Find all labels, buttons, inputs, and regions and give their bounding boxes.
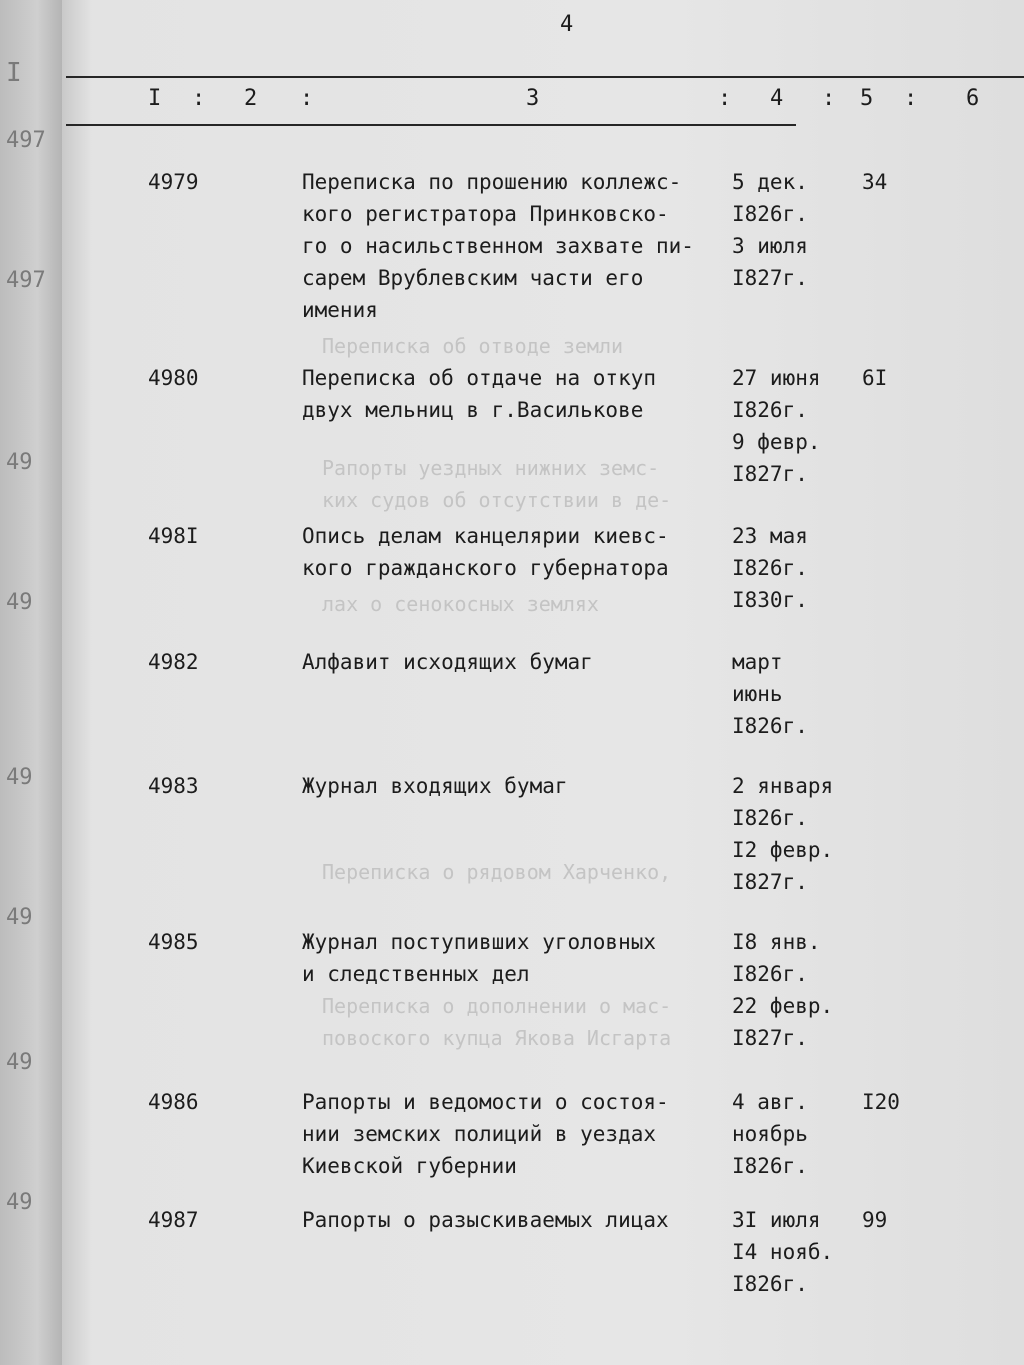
margin-mark: 49 bbox=[6, 450, 33, 475]
date-line: I826г. bbox=[732, 1272, 808, 1296]
page-number: 4 bbox=[560, 12, 574, 37]
title-line: Журнал поступивших уголовных bbox=[302, 930, 657, 954]
date-line: 27 июня bbox=[732, 366, 821, 390]
record-dates bbox=[732, 362, 821, 490]
date-line: I827г. bbox=[732, 1026, 808, 1050]
margin-mark: 49 bbox=[6, 1050, 33, 1075]
record-title bbox=[302, 1204, 669, 1236]
date-line: I826г. bbox=[732, 398, 808, 422]
bleed-through-text: ких судов об отсутствии в де- bbox=[322, 488, 672, 512]
sheet-count: 34 bbox=[862, 170, 888, 194]
date-line: июнь bbox=[732, 682, 783, 706]
record-number: 4986 bbox=[148, 1090, 199, 1114]
title-line: Переписка по прошению коллежс- bbox=[302, 170, 682, 194]
title-line: кого гражданского губернатора bbox=[302, 556, 669, 580]
sheet-count: 6I bbox=[862, 366, 888, 390]
record-title bbox=[302, 770, 568, 802]
record-title bbox=[302, 926, 656, 990]
margin-mark: I bbox=[6, 58, 22, 88]
date-line: I830г. bbox=[732, 588, 808, 612]
record-number: 4982 bbox=[148, 650, 199, 674]
record-dates bbox=[732, 166, 808, 294]
record-number: 4983 bbox=[148, 774, 199, 798]
record-number: 4979 bbox=[148, 170, 199, 194]
date-line: I8 янв. bbox=[732, 930, 821, 954]
date-line: I827г. bbox=[732, 462, 808, 486]
date-line: I827г. bbox=[732, 870, 808, 894]
title-line: двух мельниц в г.Василькове bbox=[302, 398, 644, 422]
record-number: 4987 bbox=[148, 1208, 199, 1232]
title-line: имения bbox=[302, 298, 378, 322]
bleed-through-text: Рапорты уездных нижних земс- bbox=[322, 456, 660, 480]
margin-mark: 497 bbox=[6, 128, 46, 153]
header-top-rule bbox=[66, 76, 1024, 78]
date-line: 3 июля bbox=[732, 234, 808, 258]
record-title bbox=[302, 646, 593, 678]
title-line: Опись делам канцелярии киевс- bbox=[302, 524, 669, 548]
record-dates bbox=[732, 1204, 833, 1300]
record-title bbox=[302, 1086, 669, 1182]
sheet-count: 99 bbox=[862, 1208, 888, 1232]
header-bottom-rule bbox=[66, 124, 796, 126]
margin-mark: 49 bbox=[6, 590, 33, 615]
date-line: 4 авг. bbox=[732, 1090, 808, 1114]
title-line: Алфавит исходящих бумаг bbox=[302, 650, 593, 674]
title-line: сарем Врублевским части его bbox=[302, 266, 644, 290]
date-line: I4 нояб. bbox=[732, 1240, 834, 1264]
title-line: Переписка об отдаче на откуп bbox=[302, 366, 657, 390]
record-title bbox=[302, 166, 694, 326]
record-number: 4980 bbox=[148, 366, 199, 390]
date-line: I826г. bbox=[732, 202, 808, 226]
title-line: Журнал входящих бумаг bbox=[302, 774, 568, 798]
date-line: I826г. bbox=[732, 962, 808, 986]
margin-mark: 49 bbox=[6, 1190, 33, 1215]
record-dates bbox=[732, 520, 808, 616]
bleed-through-text: Переписка об отводе земли bbox=[322, 334, 624, 358]
bleed-through-text: лах о сенокосных землях bbox=[322, 592, 599, 616]
margin-mark: 49 bbox=[6, 765, 33, 790]
date-line: I826г. bbox=[732, 806, 808, 830]
date-line: 5 дек. bbox=[732, 170, 808, 194]
date-line: I827г. bbox=[732, 266, 808, 290]
date-line: I2 февр. bbox=[732, 838, 834, 862]
record-dates bbox=[732, 926, 833, 1054]
date-line: 3I июля bbox=[732, 1208, 821, 1232]
bleed-through-text: повоского купца Якова Исгарта bbox=[322, 1026, 672, 1050]
margin-mark: 497 bbox=[6, 268, 46, 293]
bleed-through-text: Переписка о дополнении о мас- bbox=[322, 994, 672, 1018]
margin-mark: 49 bbox=[6, 905, 33, 930]
date-line: 9 февр. bbox=[732, 430, 821, 454]
sheet-count: I20 bbox=[862, 1090, 900, 1114]
title-line: Рапорты о разыскиваемых лицах bbox=[302, 1208, 669, 1232]
date-line: I826г. bbox=[732, 556, 808, 580]
date-line: I826г. bbox=[732, 1154, 808, 1178]
date-line: март bbox=[732, 650, 783, 674]
record-title bbox=[302, 520, 669, 584]
title-line: и следственных дел bbox=[302, 962, 530, 986]
record-number: 498I bbox=[148, 524, 199, 548]
record-title bbox=[302, 362, 656, 426]
bleed-through-text: Переписка о рядовом Харченко, bbox=[322, 860, 672, 884]
facing-page-edge bbox=[0, 0, 62, 1365]
title-line: кого регистратора Принковско- bbox=[302, 202, 669, 226]
date-line: 23 мая bbox=[732, 524, 808, 548]
date-line: 22 февр. bbox=[732, 994, 834, 1018]
title-line: Киевской губернии bbox=[302, 1154, 517, 1178]
title-line: Рапорты и ведомости о состоя- bbox=[302, 1090, 669, 1114]
record-dates bbox=[732, 770, 833, 898]
record-number: 4985 bbox=[148, 930, 199, 954]
record-dates bbox=[732, 646, 808, 742]
record-dates bbox=[732, 1086, 808, 1182]
title-line: нии земских полиций в уездах bbox=[302, 1122, 657, 1146]
date-line: 2 января bbox=[732, 774, 834, 798]
date-line: ноябрь bbox=[732, 1122, 808, 1146]
title-line: го о насильственном захвате пи- bbox=[302, 234, 694, 258]
date-line: I826г. bbox=[732, 714, 808, 738]
